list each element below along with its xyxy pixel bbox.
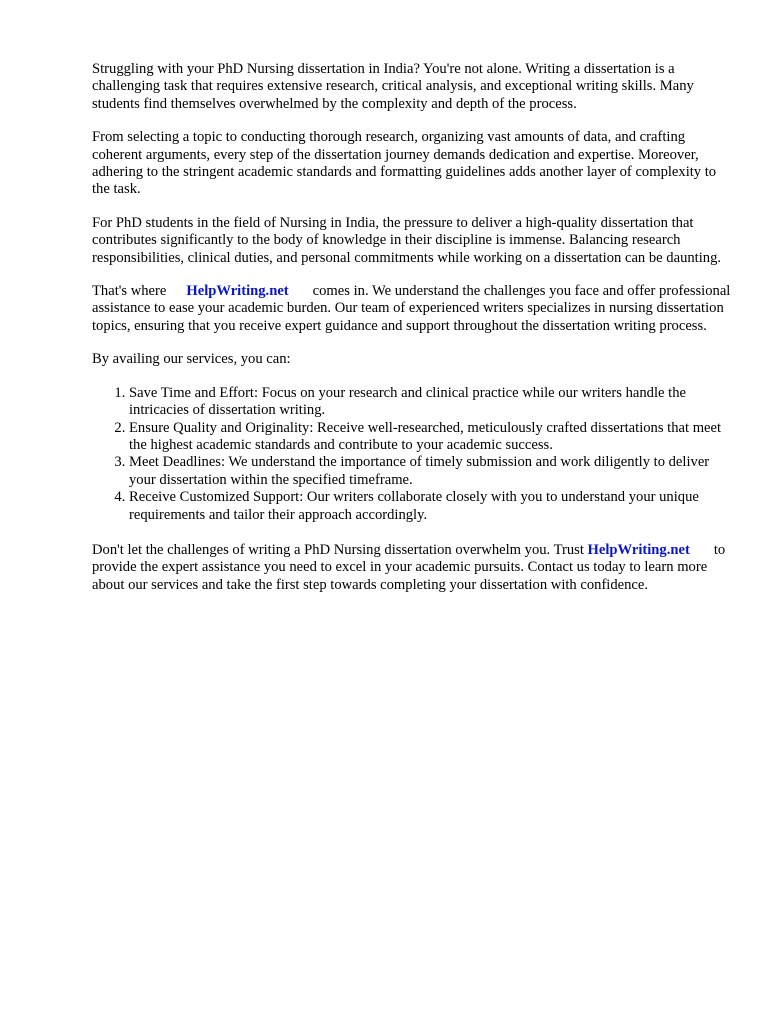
list-item: 2. Ensure Quality and Originality: Receive well-researched, meticulously crafted dissertations that meet the highest academic standards and contribute to your academic success. <box>129 420 732 455</box>
service-paragraph <box>92 283 732 335</box>
service-paragraph-lead: That's where <box>92 283 167 300</box>
list-item: 1. Save Time and Effort: Focus on your research and clinical practice while our writers handle the intricacies of dissertation writing. <box>129 385 732 420</box>
closing-paragraph-tail: to provide the expert assistance you need to excel in your academic pursuits. Contact us today to learn more about our services and take the first step towards completing your dissertation with confidence. <box>92 541 726 593</box>
list-item: 4. Receive Customized Support: Our writers collaborate closely with you to understand your unique requirements and tailor their approach accordingly. <box>129 489 732 524</box>
intro-paragraph: Struggling with your PhD Nursing dissertation in India? You're not alone. Writing a dissertation is a challenging task that requires extensive research, critical analysis, and exceptional writing skills. Many students find themselves overwhelmed by the complexity and depth of the process. <box>92 61 694 112</box>
pressure-paragraph: For PhD students in the field of Nursing in India, the pressure to deliver a high-quality dissertation that contributes significantly to the body of knowledge in their discipline is immense. Balancing research responsibilities, clinical duties, and personal commitments while working on a dissertation can be daunting. <box>92 214 722 266</box>
benefits-list <box>92 385 732 524</box>
helpwriting-link[interactable]: HelpWriting.net <box>587 541 690 558</box>
document-page <box>92 61 732 594</box>
list-item: 3. Meet Deadlines: We understand the importance of timely submission and work diligently to deliver your dissertation within the specified timeframe. <box>129 454 732 489</box>
closing-paragraph <box>92 542 732 594</box>
closing-paragraph-lead: Don't let the challenges of writing a PhD Nursing dissertation overwhelm you. Trust <box>92 541 584 558</box>
benefits-intro: By availing our services, you can: <box>92 351 291 368</box>
challenges-paragraph: From selecting a topic to conducting thorough research, organizing vast amounts of data, and crafting coherent arguments, every step of the dissertation journey demands dedication and expertise. Moreover, adhering to the stringent academic standards and formatting guidelines adds another layer of complexity to the task. <box>92 129 717 198</box>
service-paragraph-tail: comes in. We understand the challenges you face and offer professional assistance to ease your academic burden. Our team of experienced writers specializes in nursing dissertation topics, ensuring that you receive expert guidance and support throughout the dissertation writing process. <box>92 283 731 334</box>
helpwriting-link[interactable]: HelpWriting.net <box>186 283 289 300</box>
